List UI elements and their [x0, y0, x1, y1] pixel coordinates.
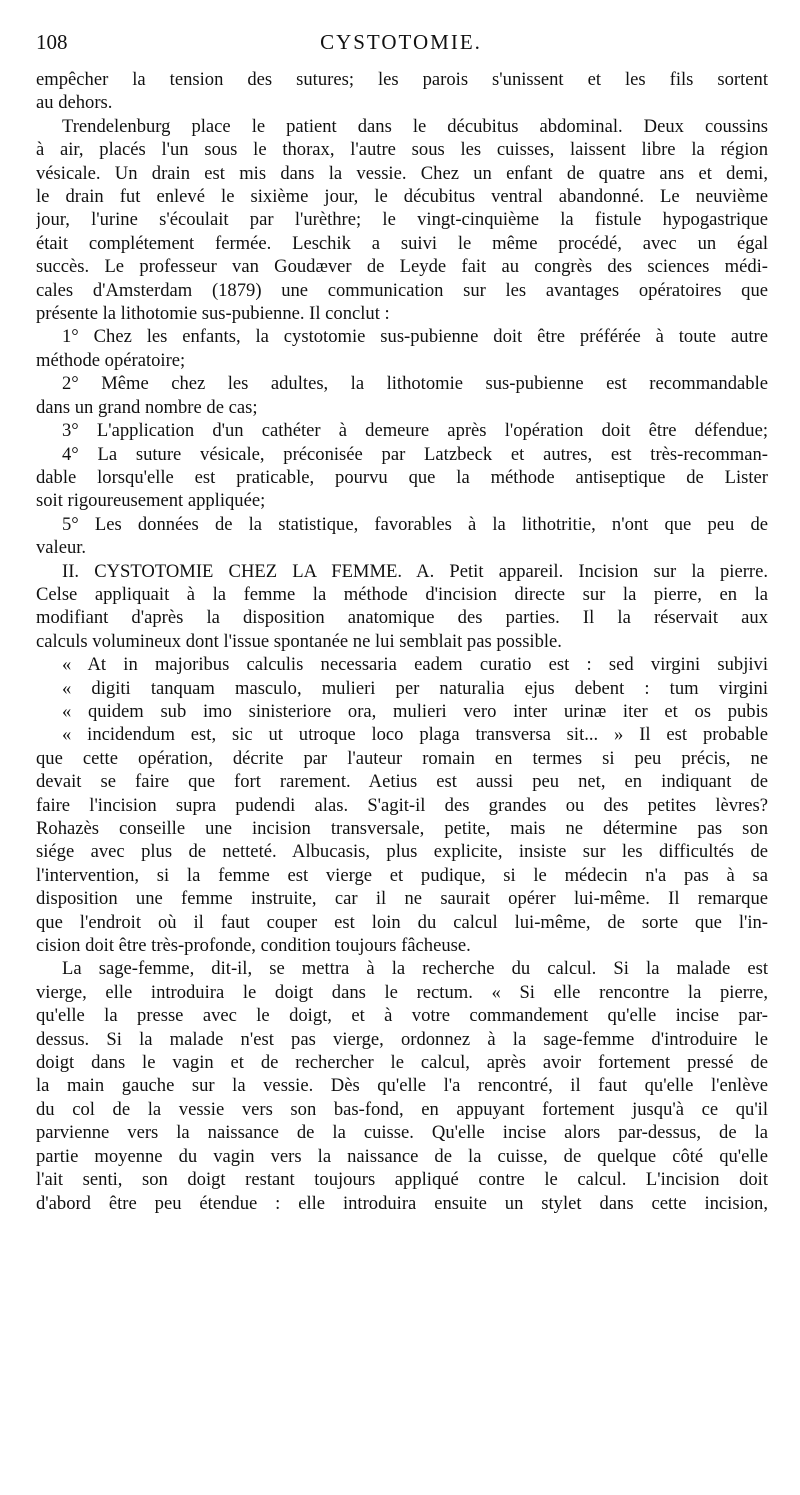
text-line: à air, placés l'un sous le thorax, l'autre sous les cuisses, laissent libre la région [36, 139, 768, 161]
latin-quote-line: « digiti tanquam masculo, mulieri per naturalia ejus debent : tum virgini [62, 677, 768, 699]
text-line: présente la lithotomie sus-pubienne. Il conclut : [36, 303, 390, 325]
text-line: l'ait senti, son doigt restant toujours appliqué contre le calcul. L'incision doit [36, 1169, 768, 1191]
page-number: 108 [36, 30, 68, 54]
text-line: jour, l'urine s'écoulait par l'urèthre; le vingt-cinquième la fistule hypogastrique [36, 209, 768, 231]
text-line: devait se faire que fort rarement. Aetius est aussi peu net, en indiquant de [36, 771, 768, 793]
text-line: Rohazès conseille une incision transversale, petite, mais ne détermine pas son [36, 818, 768, 839]
latin-quote-line: « quidem sub imo sinisteriore ora, mulieri vero inter urinæ iter et os pubis [62, 700, 768, 722]
text-line: faire l'incision supra pudendi alas. S'agit-il des grandes ou des petites lèvres? [36, 794, 768, 816]
text-line: disposition une femme instruite, car il ne saurait opérer lui-même. Il remarque [36, 888, 768, 910]
text-line: dessus. Si la malade n'est pas vierge, ordonnez à la sage-femme d'introduire le [36, 1028, 768, 1050]
text-line: siége avec plus de netteté. Albucasis, plus explicite, insiste sur les difficultés de [36, 841, 768, 863]
text-line: dable lorsqu'elle est praticable, pourvu que la méthode antiseptique de Lister [36, 466, 768, 488]
text-line: valeur. [36, 537, 87, 559]
text-line: succès. Le professeur van Goudæver de Leyde fait au congrès des sciences médi- [36, 256, 768, 278]
text-line: méthode opératoire; [36, 349, 186, 371]
text-line: l'intervention, si la femme est vierge et pudique, si le médecin n'a pas à sa [36, 864, 768, 886]
text-line: soit rigoureusement appliquée; [36, 490, 266, 512]
text-line: le drain fut enlevé le sixième jour, le décubitus ventral abandonné. Le neuvième [36, 186, 768, 208]
text-line: calculs volumineux dont l'issue spontanée ne lui semblait pas possible. [36, 630, 562, 652]
text-line: partie moyenne du vagin vers la naissance de la cuisse, de quelque côté qu'elle [36, 1145, 768, 1167]
text-line: 2° Même chez les adultes, la lithotomie sus-pubienne est recommandable [62, 373, 768, 395]
section-heading: II. CYSTOTOMIE CHEZ LA FEMME. A. Petit appareil. Incision sur la pierre. [62, 560, 768, 582]
text-line: modifiant d'après la disposition anatomique des parties. Il la réservait aux [36, 607, 768, 629]
latin-quote-line: « incidendum est, sic ut utroque loco plaga transversa sit... » Il est probable [62, 724, 768, 746]
page-header [36, 30, 766, 60]
text-line: doigt dans le vagin et de rechercher le calcul, après avoir fortement pressé de [36, 1052, 768, 1074]
text-line: 1° Chez les enfants, la cystotomie sus-pubienne doit être préférée à toute autre [62, 326, 768, 348]
text-line: qu'elle la presse avec le doigt, et à votre commandement qu'elle incise par- [36, 1005, 768, 1027]
text-line: empêcher la tension des sutures; les parois s'unissent et les fils sortent [36, 69, 768, 90]
text-line: d'abord être peu étendue : elle introduira ensuite un stylet dans cette incision, [36, 1192, 768, 1214]
body-text [36, 68, 768, 1215]
text-line: du col de la vessie vers son bas-fond, en appuyant fortement jusqu'à ce qu'il [36, 1098, 768, 1120]
text-line: vierge, elle introduira le doigt dans le rectum. « Si elle rencontre la pierre, [36, 981, 768, 1003]
text-line: 4° La suture vésicale, préconisée par Latzbeck et autres, est très-recomman- [62, 443, 768, 465]
text-line: vésicale. Un drain est mis dans la vessie. Chez un enfant de quatre ans et demi, [36, 162, 768, 184]
latin-quote-line: « At in majoribus calculis necessaria eadem curatio est : sed virgini subjivi [62, 654, 768, 676]
text-line: La sage-femme, dit-il, se mettra à la recherche du calcul. Si la malade est [62, 958, 768, 980]
text-line: parvienne vers la naissance de la cuisse. Qu'elle incise alors par-dessus, de la [36, 1122, 768, 1144]
text-line: 3° L'application d'un cathéter à demeure après l'opération doit être défendue; [62, 420, 768, 442]
text-line: Celse appliquait à la femme la méthode d'incision directe sur la pierre, en la [36, 583, 768, 605]
text-line: cision doit être très-profonde, condition toujours fâcheuse. [36, 935, 471, 957]
text-line: Trendelenburg place le patient dans le décubitus abdominal. Deux coussins [62, 115, 768, 137]
text-line: que l'endroit où il faut couper est loin du calcul lui-même, de sorte que l'in- [36, 911, 768, 933]
text-line: la main gauche sur la vessie. Dès qu'elle l'a rencontré, il faut qu'elle l'enlève [36, 1075, 768, 1097]
text-line: 5° Les données de la statistique, favorables à la lithotritie, n'ont que peu de [62, 513, 768, 535]
text-line: au dehors. [36, 92, 113, 114]
text-line: cales d'Amsterdam (1879) une communication sur les avantages opératoires que [36, 279, 768, 301]
text-line: dans un grand nombre de cas; [36, 396, 258, 418]
text-line: était complétement fermée. Leschik a suivi le même procédé, avec un égal [36, 232, 768, 254]
running-title: CYSTOTOMIE. [320, 30, 482, 54]
text-line: que cette opération, décrite par l'auteur romain en termes si peu précis, ne [36, 747, 768, 769]
